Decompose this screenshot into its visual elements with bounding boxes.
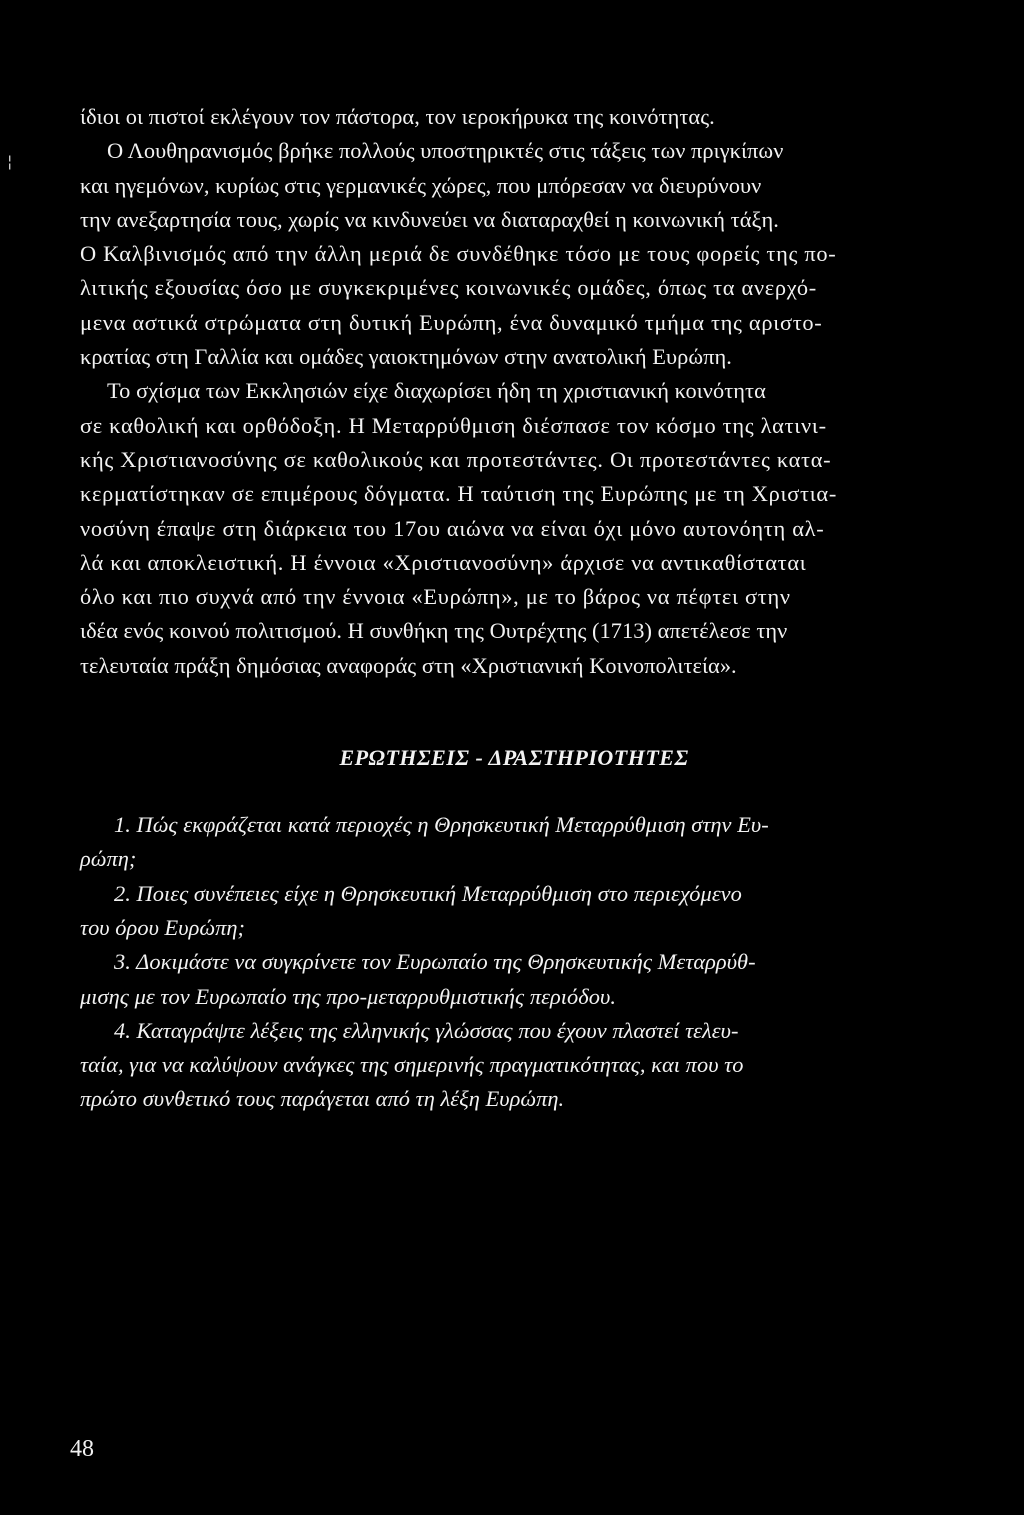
margin-mark: ¦ [7,152,13,171]
text-line: λιτικής εξουσίας όσο με συγκεκριμένες κοινωνικές ομάδες, όπως τα ανερχό- [80,275,817,301]
text-line: κερματίστηκαν σε επιμέρους δόγματα. Η ταύτιση της Ευρώπης με τη Χριστια- [80,481,838,507]
body-text [80,100,948,683]
text-line: την ανεξαρτησία τους, χωρίς να κινδυνεύει να διαταραχθεί η κοινωνική τάξη. [80,206,779,232]
question-line: ταία, για να καλύψουν ανάγκες της σημερινής πραγματικότητας, και που το [80,1052,744,1078]
question-line: 1. Πώς εκφράζεται κατά περιοχές η Θρησκευτική Μεταρρύθμιση στην Ευ- [114,812,769,838]
section-heading: ΕΡΩΤΗΣΕΙΣ - ΔΡΑΣΤΗΡΙΟΤΗΤΕΣ [339,745,689,771]
text-line: όλο και πιο συχνά από την έννοια «Ευρώπη», με το βάρος να πέφτει στην [80,584,791,610]
question-line: ρώπη; [80,846,137,872]
text-line: και ηγεμόνων, κυρίως στις γερμανικές χώρες, που μπόρεσαν να διευρύνουν [80,172,762,198]
text-line: ίδιοι οι πιστοί εκλέγουν τον πάστορα, τον ιεροκήρυκα της κοινότητας. [80,104,715,129]
question-line: 4. Καταγράψτε λέξεις της ελληνικής γλώσσας που έχουν πλαστεί τελευ- [114,1017,739,1043]
question-line: του όρου Ευρώπη; [80,914,246,940]
text-line: κρατίας στη Γαλλία και ομάδες γαιοκτημόνων στην ανατολική Ευρώπη. [80,344,732,370]
text-line: μενα αστικά στρώματα στη δυτική Ευρώπη, ένα δυναμικό τμήμα της αριστο- [80,309,823,335]
text-line: λά και αποκλειστική. Η έννοια «Χριστιανοσύνη» άρχισε να αντικαθίσταται [80,549,807,575]
question-line: μισης με τον Ευρωπαίο της προ-μεταρρυθμιστικής περιόδου. [80,983,616,1009]
text-line: Το σχίσμα των Εκκλησιών είχε διαχωρίσει ήδη τη χριστιανική κοινότητα [107,378,766,404]
text-line: Ο Καλβινισμός από την άλλη μεριά δε συνδέθηκε τόσο με τους φορείς της πο- [80,241,837,267]
page-number: 48 [70,1436,94,1462]
text-line: τελευταία πράξη δημόσιας αναφοράς στη «Χριστιανική Κοινοπολιτεία». [80,652,737,678]
question-line: 3. Δοκιμάστε να συγκρίνετε τον Ευρωπαίο της Θρησκευτικής Μεταρρύθ- [114,949,756,975]
question-line: πρώτο συνθετικό τους παράγεται από τη λέξη Ευρώπη. [80,1086,565,1112]
text-line: ιδέα ενός κοινού πολιτισμού. Η συνθήκη της Ουτρέχτης (1713) απετέλεσε την [80,618,788,644]
text-line: Ο Λουθηρανισμός βρήκε πολλούς υποστηρικτές στις τάξεις των πριγκίπων [107,138,784,164]
page-content [80,100,948,1117]
text-line: νοσύνη έπαψε στη διάρκεια του 17ου αιώνα να είναι όχι μόνο αυτονόητη αλ- [80,515,825,541]
question-line: 2. Ποιες συνέπειες είχε η Θρησκευτική Μεταρρύθμιση στο περιεχόμενο [114,880,742,906]
questions-list [80,808,948,1117]
text-line: σε καθολική και ορθόδοξη. Η Μεταρρύθμιση διέσπασε τον κόσμο της λατινι- [80,412,827,438]
text-line: κής Χριστιανοσύνης σε καθολικούς και προτεστάντες. Οι προτεστάντες κατα- [80,446,832,472]
